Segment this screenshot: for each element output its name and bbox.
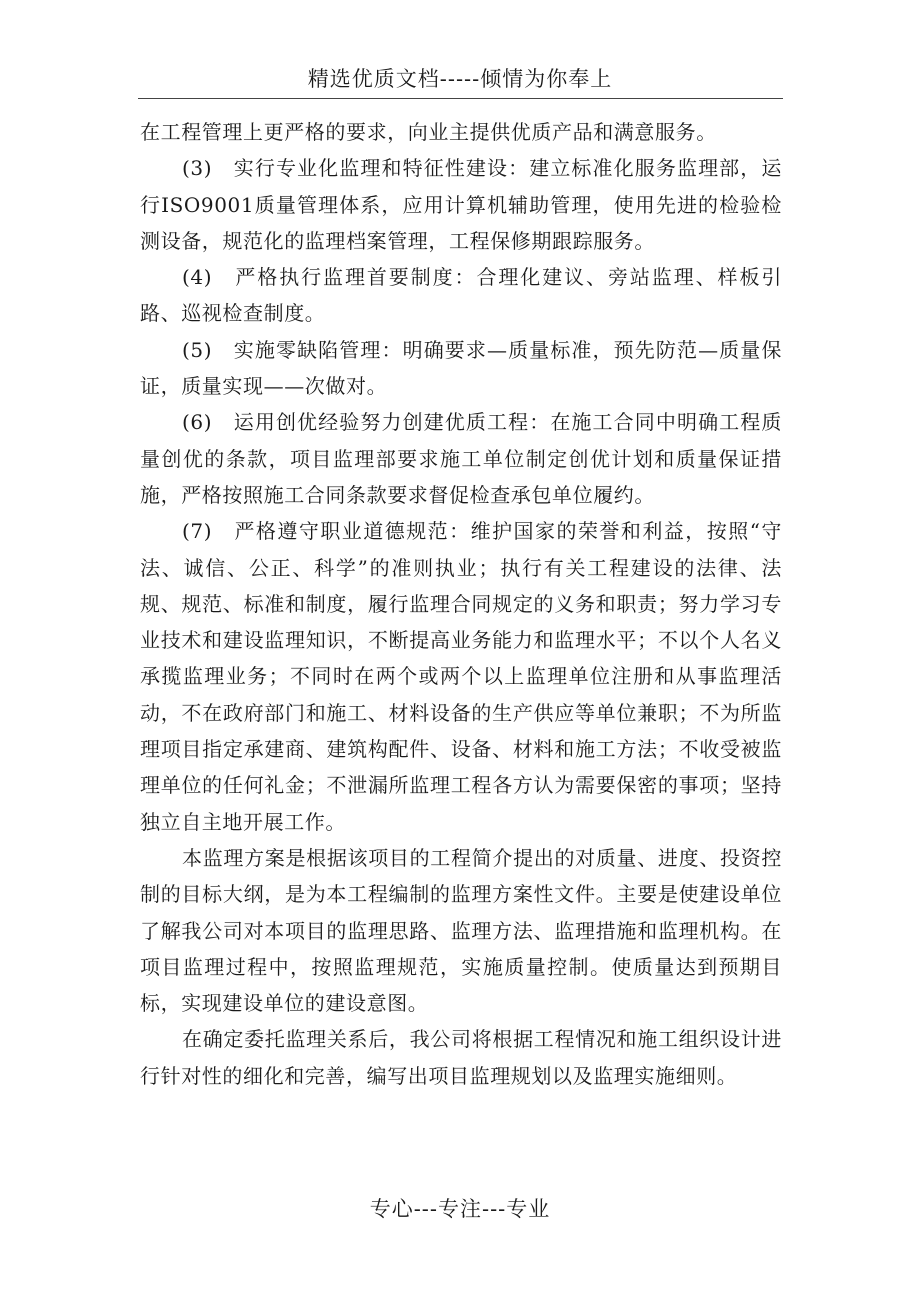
page-header: 精选优质文档-----倾情为你奉上 <box>307 67 613 91</box>
paragraph-item-6: (6) 运用创优经验努力创建优质工程：在施工合同中明确工程质量创优的条款，项目监理部要求施工单位制定创优计划和质量保证措施，严格按照施工合同条款要求督促检查承包单位履约。 <box>140 410 782 507</box>
paragraph-item-4: (4) 严格执行监理首要制度：合理化建议、旁站监理、样板引路、巡视检查制度。 <box>140 265 782 326</box>
page-footer: 专心---专注---专业 <box>369 1197 551 1221</box>
paragraph-item-3: (3) 实行专业化监理和特征性建设：建立标准化服务监理部，运行ISO9001质量管理体系，应用计算机辅助管理，使用先进的检验检测设备，规范化的监理档案管理，工程保修期跟踪服务。 <box>140 156 782 253</box>
paragraph-continuation: 在工程管理上更严格的要求，向业主提供优质产品和满意服务。 <box>140 120 717 144</box>
header-divider <box>138 98 783 99</box>
document-body <box>140 114 782 1094</box>
paragraph-plan-summary: 本监理方案是根据该项目的工程简介提出的对质量、进度、投资控制的目标大纲，是为本工程编制的监理方案性文件。主要是使建设单位了解我公司对本项目的监理思路、监理方法、监理措施和监理机构。在项目监理过程中，按照监理规范，实施质量控制。使质量达到预期目标，实现建设单位的建设意图。 <box>140 845 782 1016</box>
paragraph-item-7: (7) 严格遵守职业道德规范：维护国家的荣誉和利益，按照“守法、诚信、公正、科学”的准则执业；执行有关工程建设的法律、法规、规范、标准和制度，履行监理合同规定的义务和职责；努力学习专业技术和建设监理知识，不断提高业务能力和监理水平；不以个人名义承揽监理业务；不同时在两个或两个以上监理单位注册和从事监理活动，不在政府部门和施工、材料设备的生产供应等单位兼职；不为所监理项目指定承建商、建筑构配件、设备、材料和施工方法；不收受被监理单位的任何礼金；不泄漏所监理工程各方认为需要保密的事项；坚持独立自主地开展工作。 <box>140 519 782 834</box>
paragraph-closing: 在确定委托监理关系后，我公司将根据工程情况和施工组织设计进行针对性的细化和完善，编写出项目监理规划以及监理实施细则。 <box>140 1027 782 1088</box>
paragraph-item-5: (5) 实施零缺陷管理：明确要求—质量标准，预先防范—质量保证，质量实现——次做对。 <box>140 337 782 399</box>
